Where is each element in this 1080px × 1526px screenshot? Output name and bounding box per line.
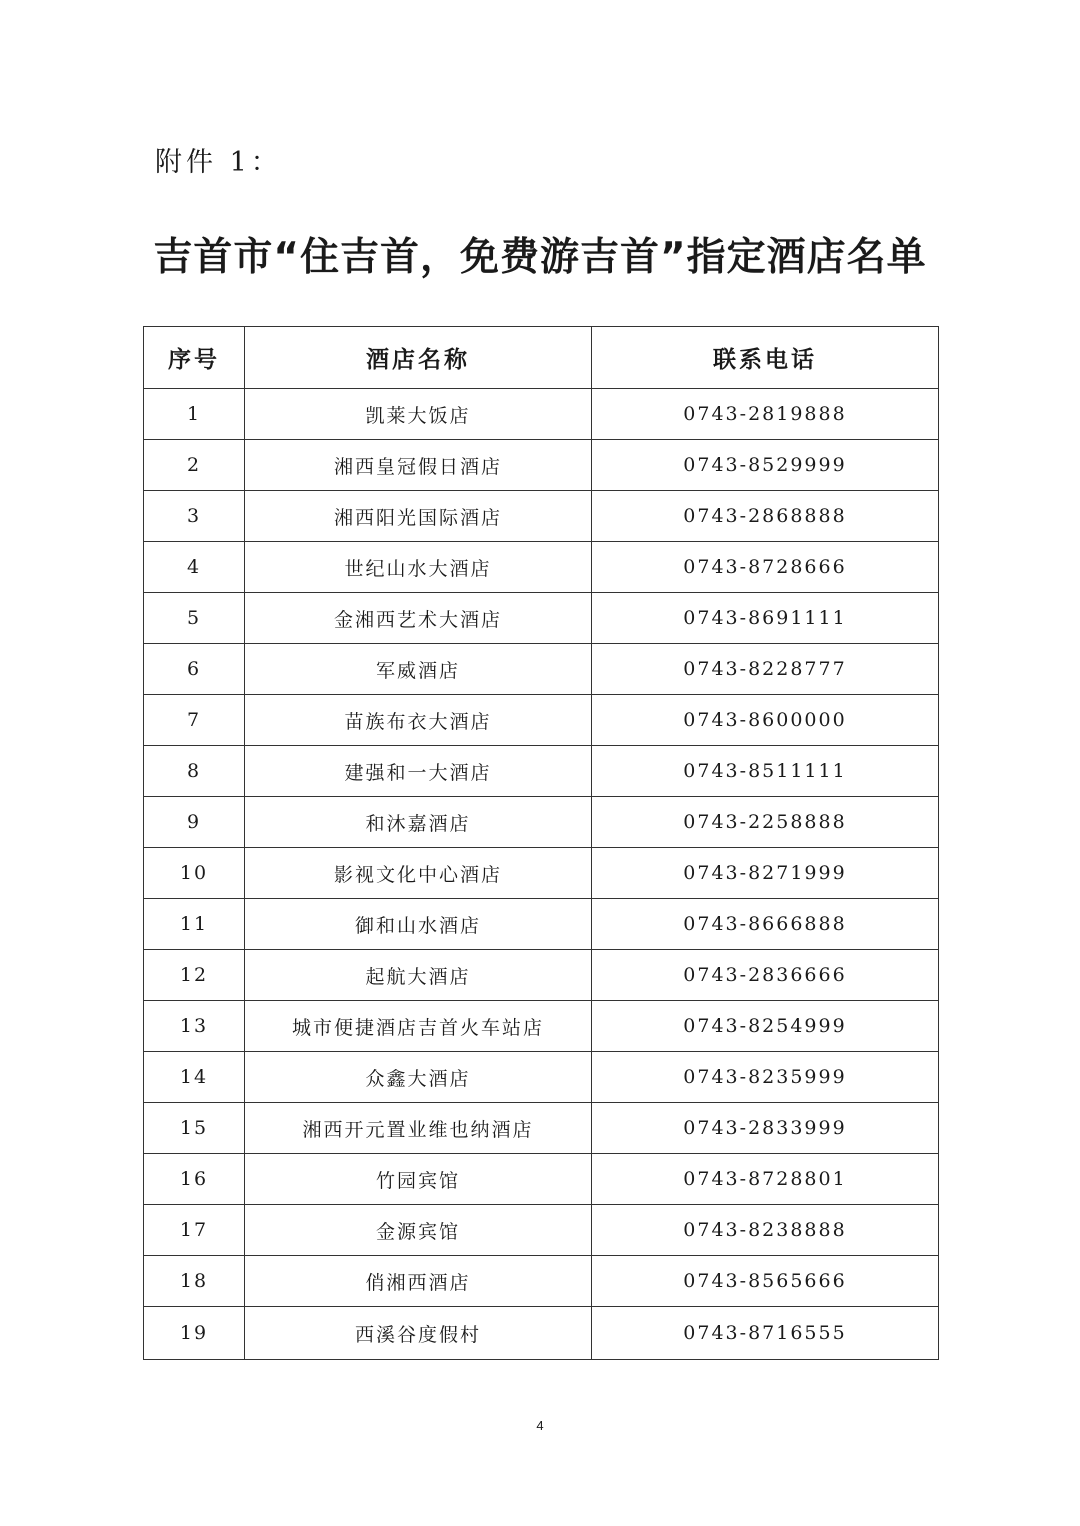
cell-serial-number: 8 [144, 746, 245, 797]
cell-phone: 0743-8565666 [592, 1256, 939, 1307]
table-row [144, 593, 939, 644]
cell-serial-number: 2 [144, 440, 245, 491]
cell-phone: 0743-8728801 [592, 1154, 939, 1205]
cell-phone: 0743-2833999 [592, 1103, 939, 1154]
cell-phone: 0743-8716555 [592, 1307, 939, 1360]
cell-serial-number: 5 [144, 593, 245, 644]
table-row [144, 440, 939, 491]
table-row [144, 542, 939, 593]
cell-phone: 0743-8511111 [592, 746, 939, 797]
header-hotel-name: 酒店名称 [245, 327, 592, 389]
cell-hotel-name: 和沐嘉酒店 [245, 797, 592, 848]
cell-phone: 0743-2258888 [592, 797, 939, 848]
cell-hotel-name: 西溪谷度假村 [245, 1307, 592, 1360]
table-row [144, 797, 939, 848]
cell-hotel-name: 影视文化中心酒店 [245, 848, 592, 899]
table-row [144, 1307, 939, 1360]
cell-serial-number: 4 [144, 542, 245, 593]
cell-phone: 0743-8254999 [592, 1001, 939, 1052]
attachment-label: 附件 1： [155, 147, 282, 178]
cell-phone: 0743-8600000 [592, 695, 939, 746]
table-row [144, 1154, 939, 1205]
table-row [144, 389, 939, 440]
cell-hotel-name: 凯莱大饭店 [245, 389, 592, 440]
table-header-row [144, 327, 939, 389]
cell-serial-number: 19 [144, 1307, 245, 1360]
table-row [144, 695, 939, 746]
cell-phone: 0743-2836666 [592, 950, 939, 1001]
cell-hotel-name: 军威酒店 [245, 644, 592, 695]
table-row [144, 899, 939, 950]
table-row [144, 1001, 939, 1052]
cell-serial-number: 6 [144, 644, 245, 695]
cell-hotel-name: 金源宾馆 [245, 1205, 592, 1256]
cell-phone: 0743-2868888 [592, 491, 939, 542]
cell-hotel-name: 起航大酒店 [245, 950, 592, 1001]
cell-hotel-name: 竹园宾馆 [245, 1154, 592, 1205]
cell-hotel-name: 城市便捷酒店吉首火车站店 [245, 1001, 592, 1052]
cell-serial-number: 17 [144, 1205, 245, 1256]
cell-hotel-name: 御和山水酒店 [245, 899, 592, 950]
cell-hotel-name: 建强和一大酒店 [245, 746, 592, 797]
cell-serial-number: 9 [144, 797, 245, 848]
cell-serial-number: 13 [144, 1001, 245, 1052]
table-row [144, 746, 939, 797]
cell-phone: 0743-8271999 [592, 848, 939, 899]
cell-serial-number: 11 [144, 899, 245, 950]
cell-hotel-name: 众鑫大酒店 [245, 1052, 592, 1103]
table-row [144, 848, 939, 899]
cell-hotel-name: 湘西开元置业维也纳酒店 [245, 1103, 592, 1154]
cell-phone: 0743-8228777 [592, 644, 939, 695]
cell-serial-number: 12 [144, 950, 245, 1001]
cell-phone: 0743-8235999 [592, 1052, 939, 1103]
cell-serial-number: 10 [144, 848, 245, 899]
cell-hotel-name: 俏湘西酒店 [245, 1256, 592, 1307]
hotel-table [143, 326, 939, 1360]
table-row [144, 491, 939, 542]
table-row [144, 1052, 939, 1103]
document-title: 吉首市“住吉首，免费游吉首”指定酒店名单 [153, 235, 927, 280]
cell-hotel-name: 湘西皇冠假日酒店 [245, 440, 592, 491]
page-number: 4 [536, 1418, 544, 1433]
cell-phone: 0743-2819888 [592, 389, 939, 440]
cell-serial-number: 16 [144, 1154, 245, 1205]
cell-hotel-name: 世纪山水大酒店 [245, 542, 592, 593]
cell-hotel-name: 湘西阳光国际酒店 [245, 491, 592, 542]
cell-serial-number: 18 [144, 1256, 245, 1307]
table-row [144, 1103, 939, 1154]
header-serial-number: 序号 [144, 327, 245, 389]
cell-phone: 0743-8666888 [592, 899, 939, 950]
cell-phone: 0743-8691111 [592, 593, 939, 644]
table-body [144, 389, 939, 1360]
cell-serial-number: 14 [144, 1052, 245, 1103]
header-phone: 联系电话 [592, 327, 939, 389]
table-row [144, 644, 939, 695]
cell-hotel-name: 苗族布衣大酒店 [245, 695, 592, 746]
cell-serial-number: 3 [144, 491, 245, 542]
cell-phone: 0743-8238888 [592, 1205, 939, 1256]
table-row [144, 1205, 939, 1256]
cell-hotel-name: 金湘西艺术大酒店 [245, 593, 592, 644]
cell-phone: 0743-8529999 [592, 440, 939, 491]
cell-serial-number: 7 [144, 695, 245, 746]
table-row [144, 950, 939, 1001]
cell-serial-number: 1 [144, 389, 245, 440]
table-row [144, 1256, 939, 1307]
cell-serial-number: 15 [144, 1103, 245, 1154]
cell-phone: 0743-8728666 [592, 542, 939, 593]
